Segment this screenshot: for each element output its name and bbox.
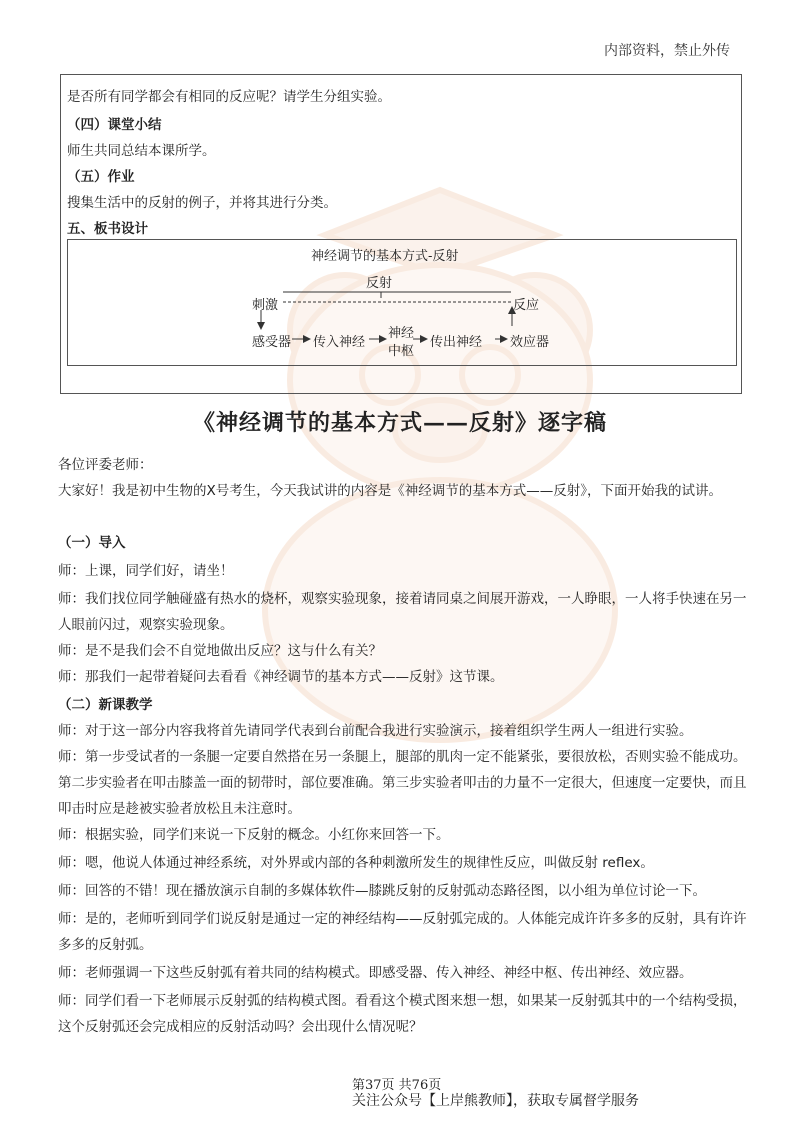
paragraph: 师：回答的不错！现在播放演示自制的多媒体软件—膝跳反射的反射弧动态路径图，以小组为单位讨论一下。 bbox=[58, 883, 706, 899]
page-number: 第37页 共76页 bbox=[352, 1078, 442, 1093]
section-heading: （四）课堂小结 bbox=[67, 117, 162, 133]
lesson-line: 搜集生活中的反射的例子，并将其进行分类。 bbox=[67, 195, 337, 211]
board-design-heading: 五、板书设计 bbox=[67, 221, 148, 237]
paragraph: 师：是的，老师听到同学们说反射是通过一定的神经结构——反射弧完成的。人体能完成许许多多的反射，具有许许多多的反射弧。 bbox=[58, 911, 747, 953]
paragraph: 师：那我们一起带着疑问去看看《神经调节的基本方式——反射》这节课。 bbox=[58, 669, 504, 685]
paragraph: 师：第一步受试者的一条腿一定要自然搭在另一条腿上，腿部的肌肉一定不能紧张，要很放松，否则实验不能成功。第二步实验者在叩击膝盖一面的韧带时，部位要准确。第三步实验者叩击的力量不一定很大，但速度一定要快，而且叩击时应是趁被实验者放松且未注意时。 bbox=[58, 749, 747, 817]
footer-promo: 关注公众号【上岸熊教师】，获取专属督学服务 bbox=[352, 1093, 639, 1109]
board-effector: 效应器 bbox=[510, 335, 550, 350]
greeting: 各位评委老师： bbox=[58, 457, 153, 473]
paragraph: 师：我们找位同学触碰盛有热水的烧杯，观察实验现象，接着请同桌之间展开游戏，一人睁眼，一人将手快速在另一人眼前闪过，观察实验现象。 bbox=[58, 591, 747, 633]
paragraph: 师：对于这一部分内容我将首先请同学代表到台前配合我进行实验演示，接着组织学生两人一组进行实验。 bbox=[58, 723, 693, 739]
board-reflex-label: 反射 bbox=[366, 276, 393, 291]
lesson-line: 师生共同总结本课所学。 bbox=[67, 143, 216, 159]
paragraph: 师：上课，同学们好，请坐！ bbox=[58, 563, 234, 579]
intro-paragraph: 大家好！我是初中生物的X号考生，今天我试讲的内容是《神经调节的基本方式——反射》，下面开始我的试讲。 bbox=[58, 483, 722, 499]
board-center-bottom: 中枢 bbox=[388, 344, 415, 359]
board-design-diagram bbox=[67, 239, 737, 366]
board-center-top: 神经 bbox=[388, 326, 415, 341]
board-receptor: 感受器 bbox=[252, 335, 292, 350]
document-title: 《神经调节的基本方式——反射》逐字稿 bbox=[192, 410, 607, 436]
paragraph: 师：根据实验，同学们来说一下反射的概念。小红你来回答一下。 bbox=[58, 827, 450, 843]
board-stimulus: 刺激 bbox=[252, 298, 279, 313]
confidential-note: 内部资料，禁止外传 bbox=[604, 43, 730, 59]
section-heading: （一）导入 bbox=[58, 535, 126, 551]
lesson-line: 是否所有同学都会有相同的反应呢？请学生分组实验。 bbox=[67, 89, 391, 105]
paragraph: 师：是不是我们会不自觉地做出反应？这与什么有关？ bbox=[58, 643, 382, 659]
board-afferent-nerve: 传入神经 bbox=[313, 335, 366, 350]
section-heading: （二）新课教学 bbox=[58, 697, 153, 713]
board-title: 神经调节的基本方式-反射 bbox=[311, 249, 459, 264]
board-response: 反应 bbox=[513, 298, 540, 313]
board-efferent-nerve: 传出神经 bbox=[430, 335, 483, 350]
paragraph: 师：老师强调一下这些反射弧有着共同的结构模式。即感受器、传入神经、神经中枢、传出神经、效应器。 bbox=[58, 965, 693, 981]
paragraph: 师：嗯，他说人体通过神经系统，对外界或内部的各种刺激所发生的规律性反应，叫做反射 reflex。 bbox=[58, 855, 654, 871]
section-heading: （五）作业 bbox=[67, 169, 135, 185]
paragraph: 师：同学们看一下老师展示反射弧的结构模式图。看看这个模式图来想一想，如果某一反射弧其中的一个结构受损，这个反射弧还会完成相应的反射活动吗？会出现什么情况呢？ bbox=[58, 993, 747, 1035]
lesson-plan-box bbox=[60, 74, 742, 394]
